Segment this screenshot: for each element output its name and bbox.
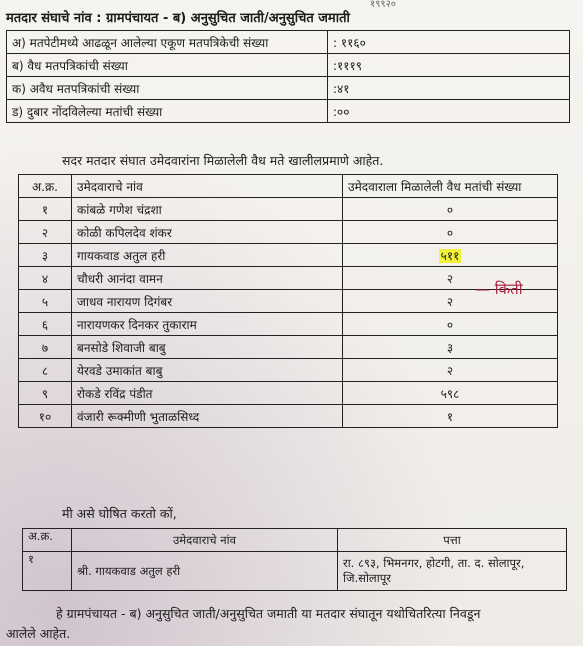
summary-value: :१११९ — [328, 54, 570, 77]
candidate-name: चौधरी आनंदा वामन — [72, 267, 343, 290]
results-table — [18, 174, 558, 428]
table-row — [19, 405, 558, 428]
table-row — [19, 198, 558, 221]
constituency-line — [6, 8, 350, 26]
candidate-name: कोळी कपिलदेव शंकर — [72, 221, 343, 244]
candidate-name: जाधव नारायण दिगंबर — [72, 290, 343, 313]
serial-number: १ — [23, 552, 72, 591]
candidate-name: कांबळे गणेश चंद्रशा — [72, 198, 343, 221]
header-serial: अ.क्र. — [19, 175, 72, 198]
summary-value: :४१ — [328, 77, 570, 100]
winner-table — [22, 528, 567, 591]
vote-count: ० — [343, 313, 558, 336]
candidate-name: गायकवाड अतुल हरी — [72, 244, 343, 267]
table-row — [7, 31, 570, 54]
candidate-name: नारायणकर दिनकर तुकाराम — [72, 313, 343, 336]
summary-label: क) अवैध मतपत्रिकांची संख्या — [7, 77, 328, 100]
footer-line-2: आलेले आहेत. — [6, 626, 71, 641]
vote-count: ० — [343, 198, 558, 221]
serial-number: ५ — [19, 290, 72, 313]
header-candidate-name: उमेदवाराचे नांव — [72, 529, 338, 552]
serial-number: ३ — [19, 244, 72, 267]
vote-count: ३ — [343, 336, 558, 359]
summary-label: ड) दुबार नोंदविलेल्या मतांची संख्या — [7, 100, 328, 123]
summary-table — [6, 30, 570, 123]
serial-number: ४ — [19, 267, 72, 290]
summary-label: अ) मतपेटीमध्ये आढळून आलेल्या एकूण मतपत्रिकेची संख्या — [7, 31, 328, 54]
table-row — [7, 77, 570, 100]
serial-number: ८ — [19, 359, 72, 382]
address-line-2: जि.सोलापूर — [343, 571, 391, 585]
serial-number: १० — [19, 405, 72, 428]
serial-number: २ — [19, 221, 72, 244]
vote-count: २ — [343, 267, 558, 290]
candidate-name: येरवडे उमाकांत बाबु — [72, 359, 343, 382]
table-row — [19, 359, 558, 382]
vote-count: १ — [343, 405, 558, 428]
vote-count: २ — [343, 359, 558, 382]
header-serial: अ.क्र. — [23, 529, 72, 552]
table-header-row — [19, 175, 558, 198]
candidate-name: बनसोडे शिवाजी बाबु — [72, 336, 343, 359]
table-header-row — [23, 529, 567, 552]
winner-name: श्री. गायकवाड अतुल हरी — [72, 552, 338, 591]
serial-number: ९ — [19, 382, 72, 405]
vote-count: ० — [343, 221, 558, 244]
header-candidate-name: उमेदवाराचे नांव — [72, 175, 343, 198]
table-row — [19, 382, 558, 405]
table-row — [7, 54, 570, 77]
serial-number: १ — [19, 198, 72, 221]
winner-address — [338, 552, 567, 591]
candidate-name: रोकडे रविंद्र पंडीत — [72, 382, 343, 405]
table-row — [19, 313, 558, 336]
vote-count: २ — [343, 290, 558, 313]
header-votes: उमेदवाराला मिळालेली वैध मतांची संख्या — [343, 175, 558, 198]
summary-label: ब) वैध मतपत्रिकांची संख्या — [7, 54, 328, 77]
summary-value: :०० — [328, 100, 570, 123]
candidate-name: वंजारी रूक्मीणी भुताळसिध्द — [72, 405, 343, 428]
header-address: पत्ता — [338, 529, 567, 552]
handwritten-annotation: — किती — [475, 280, 523, 298]
address-line-1: रा. ८९३, भिमनगर, होटगी, ता. द. सोलापूर, — [343, 556, 525, 570]
summary-value: : ११६० — [328, 31, 570, 54]
intro-text: सदर मतदार संघात उमेदवारांना मिळालेली वैध मते खालीलप्रमाणे आहेत. — [62, 153, 384, 168]
table-row — [19, 336, 558, 359]
table-row — [19, 244, 558, 267]
table-row — [7, 100, 570, 123]
top-fragment: १९९२० — [370, 0, 396, 10]
serial-number: ६ — [19, 313, 72, 336]
footer-text — [6, 604, 480, 644]
table-row — [23, 552, 567, 591]
serial-number: ७ — [19, 336, 72, 359]
constituency-value: : ग्रामपंचायत - ब) अनुसुचित जाती/अनुसुचित जमाती — [96, 11, 350, 26]
table-row — [19, 221, 558, 244]
footer-line-1: हे ग्रामपंचायत - ब) अनुसुचित जाती/अनुसुचित जमाती या मतदार संघातून यथोचितरित्या निवडून — [56, 606, 481, 621]
declaration-text: मी असे घोषित करतो कों, — [62, 506, 177, 521]
highlight-mark: ५११ — [440, 248, 460, 263]
vote-count-highlighted — [343, 244, 558, 267]
vote-count: ५९८ — [343, 382, 558, 405]
constituency-label: मतदार संघाचे नांव — [6, 11, 92, 26]
